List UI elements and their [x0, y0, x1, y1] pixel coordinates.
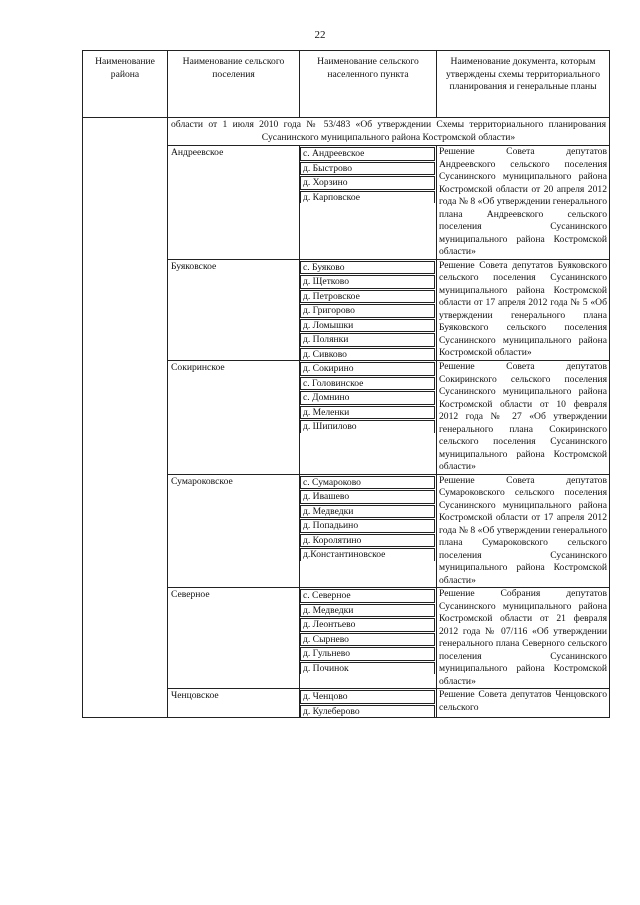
locality-item: д. Кулеберово — [300, 705, 435, 718]
localities-list — [300, 589, 436, 674]
locality-item: с. Домнино — [300, 391, 435, 405]
locality-item: с. Головинское — [300, 377, 435, 391]
locality-item: д. Попадьино — [300, 519, 435, 533]
locality-item: д. Сивково — [300, 348, 435, 361]
locality-item: д. Ломышки — [300, 319, 435, 333]
continuation-text: области от 1 июля 2010 года № 53/483 «Об утверждении Схемы территориального планирования Сусанинского муниципального района Костромской области» — [168, 118, 610, 146]
rural-settlement-name: Северное — [168, 588, 300, 689]
approval-document-text: Решение Совета депутатов Ченцовского сельского — [437, 689, 610, 718]
locality-item: д.Константиновское — [300, 548, 435, 561]
header-district: Наименование района — [83, 51, 168, 118]
locality-item: д. Леонтьево — [300, 618, 435, 632]
locality-item: д. Починок — [300, 662, 435, 675]
locality-item: д. Шипилово — [300, 420, 435, 433]
district-cell — [83, 118, 168, 718]
rural-settlement-name: Ченцовское — [168, 689, 300, 718]
page-number: 22 — [314, 29, 326, 41]
approval-document-text: Решение Совета депутатов Сумароковского сельского поселения Сусанинского муниципального района Костромской области от 17 апреля 2012 года № 8 «Об утверждении генерального плана Сумароковского сельского поселения Сусанинского муниципального района Костромской области» — [437, 474, 610, 588]
locality-item: д. Ивашево — [300, 490, 435, 504]
locality-item: с. Андреевское — [300, 147, 435, 161]
localities-cell — [300, 474, 437, 588]
header-document: Наименование документа, которым утверждены схемы территориального планирования и генеральные планы — [437, 51, 610, 118]
localities-cell — [300, 259, 437, 361]
locality-item: д. Ченцово — [300, 690, 435, 704]
locality-item: д. Петровское — [300, 290, 435, 304]
rural-settlement-name: Андреевское — [168, 146, 300, 260]
locality-item: д. Сокирино — [300, 362, 435, 376]
rural-settlement-name: Сумароковское — [168, 474, 300, 588]
locality-item: д. Сырнево — [300, 633, 435, 647]
approval-document-text: Решение Совета депутатов Сокиринского сельского поселения Сусанинского муниципального района Костромской области от 10 февраля 2012 года № 27 «Об утверждении генерального плана Сокиринского сельского поселения Сусанинского муниципального района Костромской области» — [437, 361, 610, 475]
locality-item: д. Быстрово — [300, 162, 435, 176]
header-locality: Наименование сельского населенного пункта — [300, 51, 437, 118]
territorial-plans-table — [82, 50, 610, 718]
table-header-row — [83, 51, 610, 118]
localities-cell — [300, 588, 437, 689]
rural-settlement-name: Буяковское — [168, 259, 300, 361]
approval-document-text: Решение Собрания депутатов Сусанинского муниципального района Костромской области от 21 февраля 2012 года № 07/116 «Об утверждении генерального плана Северного сельского поселения Сусанинского муниципального района Костромской области» — [437, 588, 610, 689]
locality-item: с. Сумароково — [300, 476, 435, 490]
rural-settlement-name: Сокиринское — [168, 361, 300, 475]
localities-list — [300, 690, 436, 717]
locality-item: д. Королятино — [300, 534, 435, 548]
continuation-row — [83, 118, 610, 146]
locality-item: д. Гульнево — [300, 647, 435, 661]
localities-cell — [300, 146, 437, 260]
locality-item: с. Северное — [300, 589, 435, 603]
locality-item: д. Меленки — [300, 406, 435, 420]
header-rural-settlement: Наименование сельского поселения — [168, 51, 300, 118]
approval-document-text: Решение Совета депутатов Андреевского сельского поселения Сусанинского муниципального района Костромской области от 20 апреля 2012 года № 8 «Об утверждении генерального плана Андреевского сельского поселения Сусанинского муниципального района Костромской области» — [437, 146, 610, 260]
localities-cell — [300, 689, 437, 718]
locality-item: д. Григорово — [300, 304, 435, 318]
locality-item: с. Буяково — [300, 261, 435, 275]
localities-cell — [300, 361, 437, 475]
locality-item: д. Карповское — [300, 191, 435, 204]
locality-item: д. Щетково — [300, 275, 435, 289]
localities-list — [300, 261, 436, 361]
approval-document-text: Решение Совета депутатов Буяковского сельского поселения Сусанинского муниципального района Костромской области от 17 апреля 2012 года № 5 «Об утверждении генерального плана Буяковского сельского поселения Сусанинского муниципального района Костромской области» — [437, 259, 610, 361]
localities-list — [300, 476, 436, 561]
locality-item: д. Медведки — [300, 604, 435, 618]
locality-item: д. Медведки — [300, 505, 435, 519]
localities-list — [300, 147, 436, 203]
locality-item: д. Полянки — [300, 333, 435, 347]
localities-list — [300, 362, 436, 433]
locality-item: д. Хорзино — [300, 176, 435, 190]
